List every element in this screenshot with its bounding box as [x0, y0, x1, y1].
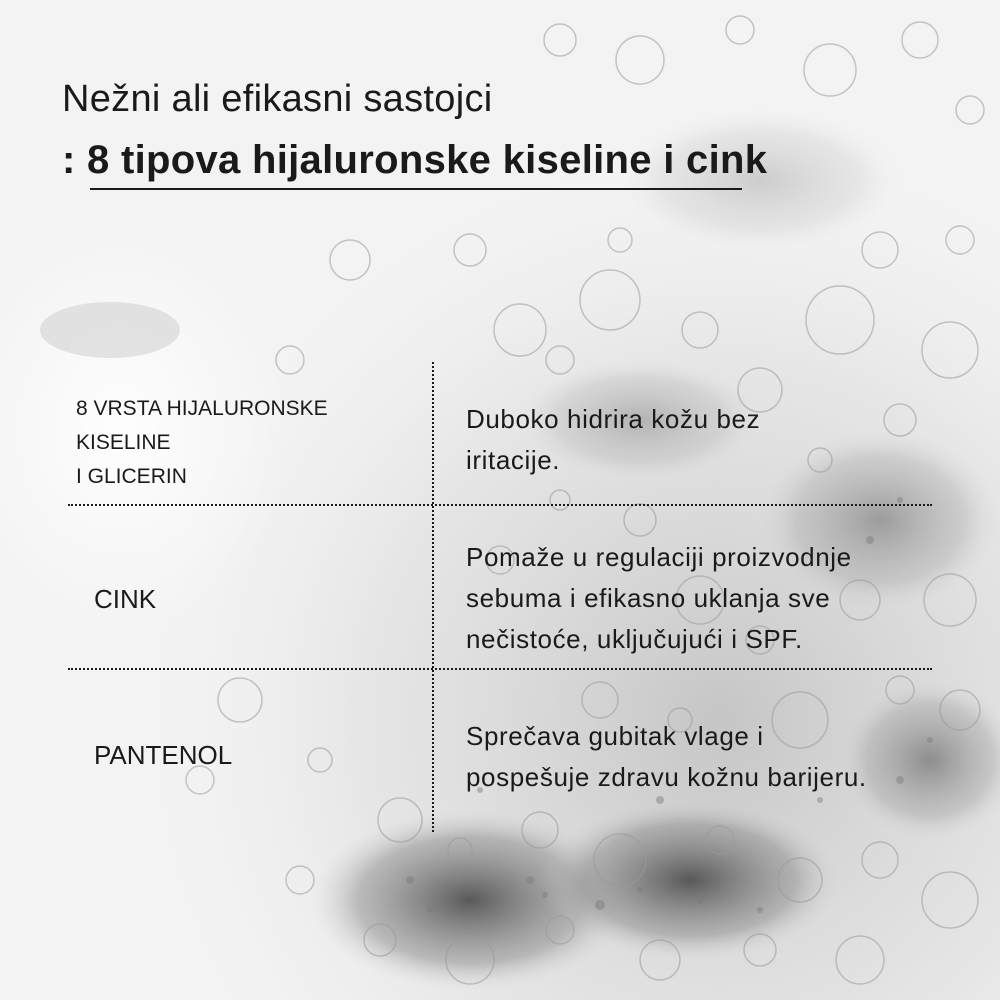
title-underline	[90, 188, 742, 190]
ingredient-description-hyaluronic-line-2: iritacije.	[466, 445, 561, 475]
ingredient-label-hyaluronic-line-1: 8 VRSTA HIJALURONSKE	[76, 397, 328, 420]
title-line-2: : 8 tipova hijaluronske kiseline i cink	[62, 138, 768, 182]
title-line-1: Nežni ali efikasni sastojci	[62, 78, 493, 120]
table-vertical-divider	[432, 362, 434, 832]
ingredient-label-hyaluronic-line-2: KISELINE	[76, 431, 171, 454]
ingredient-description-zinc-line-3: nečistoće, uključujući i SPF.	[466, 624, 803, 654]
ingredient-description-panthenol-line-1: Sprečava gubitak vlage i	[466, 721, 764, 751]
ingredient-description-zinc-line-2: sebuma i efikasno uklanja sve	[466, 583, 831, 613]
ingredient-description-zinc-line-1: Pomaže u regulaciji proizvodnje	[466, 542, 852, 572]
ingredient-description-hyaluronic-line-1: Duboko hidrira kožu bez	[466, 404, 761, 434]
ingredient-description-panthenol-line-2: pospešuje zdravu kožnu barijeru.	[466, 762, 867, 792]
ingredient-label-panthenol: PANTENOL	[94, 740, 233, 770]
ingredient-label-hyaluronic-line-3: I GLICERIN	[76, 465, 187, 488]
table-row-divider	[68, 668, 932, 670]
table-row-divider	[68, 504, 932, 506]
ingredient-label-zinc: CINK	[94, 584, 157, 614]
